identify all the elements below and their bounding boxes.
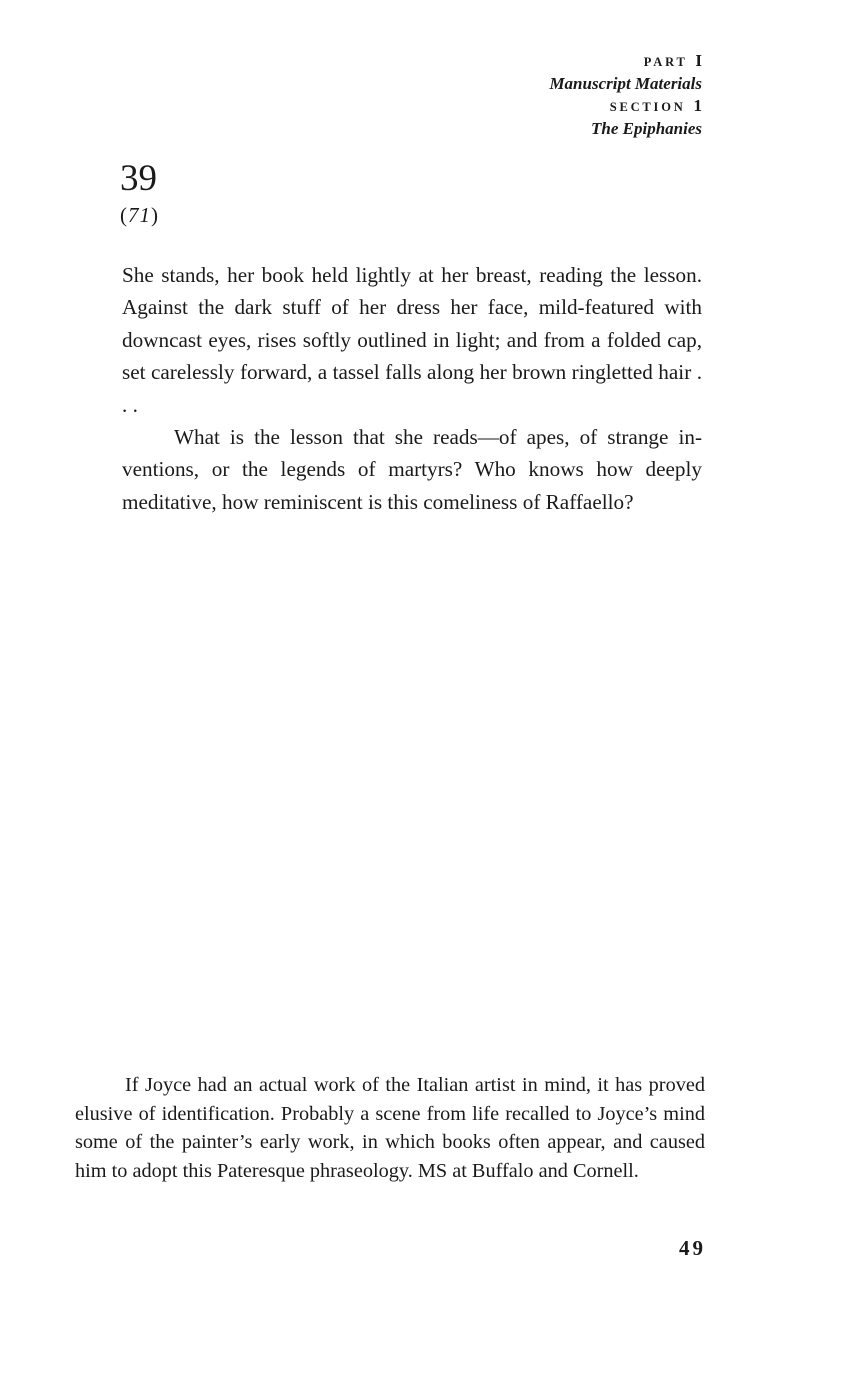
- epiphany-text: [122, 259, 702, 518]
- section-label: SECTION: [609, 100, 686, 114]
- editorial-note: [75, 1071, 705, 1185]
- section-heading: [549, 95, 702, 118]
- entry-alt-number-value: 71: [128, 203, 151, 227]
- part-number: I: [695, 51, 702, 70]
- entry-number: 39: [120, 158, 157, 199]
- epiphany-paragraph-2: What is the lesson that she reads—of apes, of strange inventions, or the legends of martyrs? Who knows how deeply meditative, how reminiscent is this comeliness of Raffaello?: [122, 425, 702, 514]
- running-head: [549, 50, 702, 140]
- part-title: Manuscript Materials: [549, 74, 702, 93]
- part-label: PART: [643, 55, 688, 69]
- page-number: 49: [679, 1236, 706, 1260]
- entry-alt-number: (71): [120, 203, 159, 227]
- epiphany-paragraph-1: She stands, her book held lightly at her breast, reading the lesson. Against the dark stuff of her dress her face, mild-featured with downcast eyes, rises softly outlined in light; and from a folded cap, set carelessly forward, a tassel falls along her brown ringletted hair . . .: [122, 263, 702, 417]
- part-heading: [549, 50, 702, 73]
- section-number: 1: [693, 96, 702, 115]
- section-title: The Epiphanies: [591, 119, 702, 138]
- editorial-note-text: If Joyce had an actual work of the Italian artist in mind, it has proved elusive of identification. Probably a scene from life recalled to Joyce’s mind some of the painter’s early work, in which books often appear, and caused him to adopt this Pateresque phraseology. MS at Buffalo and Cornell.: [75, 1074, 705, 1182]
